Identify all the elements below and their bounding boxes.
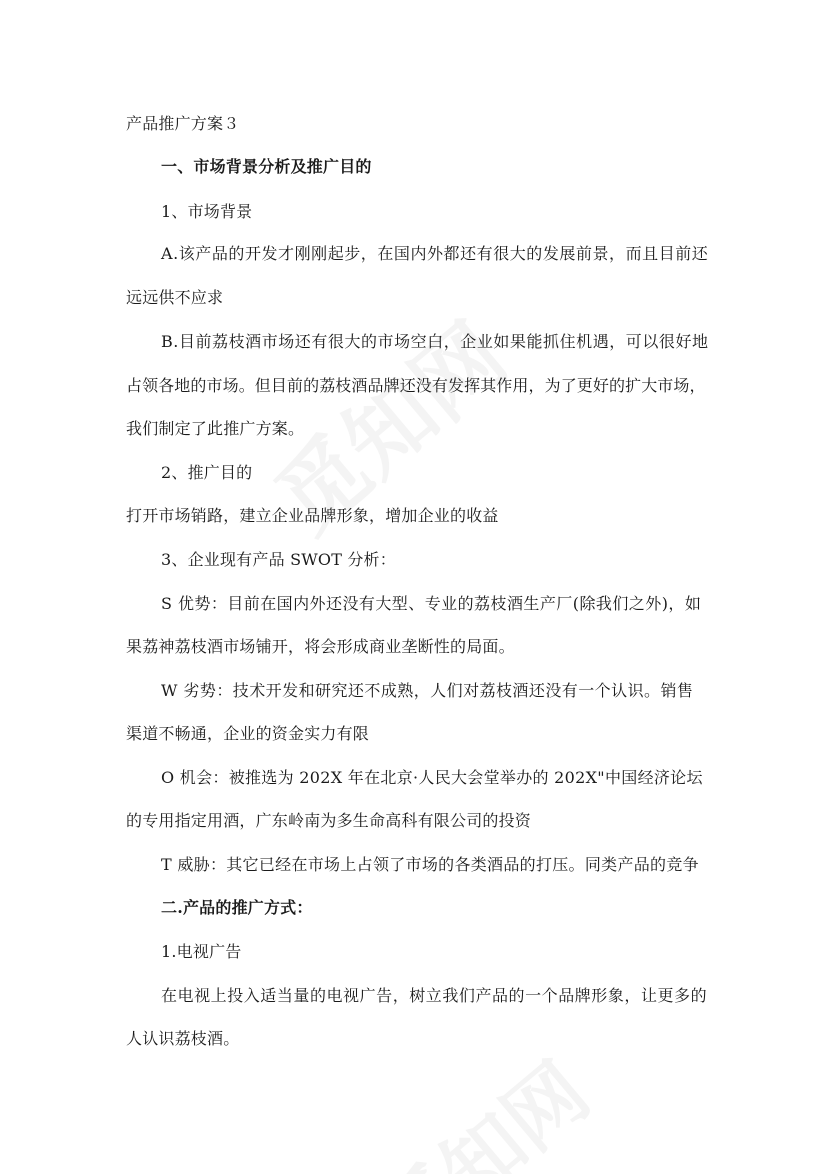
paragraph-line: B.目前荔枝酒市场还有很大的市场空白，企业如果能抓住机遇，可以很好地 [161,332,709,351]
swot-strength-line: 果荔神荔枝酒市场铺开，将会形成商业垄断性的局面。 [126,637,515,656]
subheading-tv-advertising: 1.电视广告 [161,942,242,961]
paragraph-line: 占领各地的市场。但目前的荔枝酒品牌还没有发挥其作用，为了更好的扩大市场， [126,376,706,395]
swot-weakness-line: W 劣势：技术开发和研究还不成熟，人们对荔枝酒还没有一个认识。销售 [161,681,694,700]
document-title: 产品推广方案３ [126,114,240,133]
swot-weakness-line: 渠道不畅通，企业的资金实力有限 [126,724,370,743]
section-heading-market-analysis: 一、市场背景分析及推广目的 [161,157,372,176]
subheading-promotion-goal: 2、推广目的 [161,463,253,482]
section-heading-promotion-methods: 二.产品的推广方式： [161,898,313,917]
watermark [351,1031,609,1174]
subheading-market-background: 1、市场背景 [161,202,253,221]
swot-threat-line: T 威胁：其它已经在市场上占领了市场的各类酒品的打压。同类产品的竞争 [161,855,699,874]
paragraph-line: 我们制定了此推广方案。 [126,419,305,438]
subheading-swot: 3、企业现有产品 SWOT 分析： [161,550,396,569]
swot-opportunity-line: O 机会：被推选为 202X 年在北京·人民大会堂举办的 202X"中国经济论坛 [161,768,703,787]
paragraph-line: 在电视上投入适当量的电视广告，树立我们产品的一个品牌形象，让更多的 [161,986,708,1005]
swot-strength-line: S 优势：目前在国内外还没有大型、专业的荔枝酒生产厂(除我们之外)，如 [161,594,702,613]
paragraph-line: 人认识荔枝酒。 [126,1029,240,1048]
paragraph-line: 打开市场销路，建立企业品牌形象，增加企业的收益 [126,506,499,525]
paragraph-line: A.该产品的开发才刚刚起步，在国内外都还有很大的发展前景，而且目前还 [161,244,709,263]
paragraph-line: 远远供不应求 [126,288,224,307]
swot-opportunity-line: 的专用指定用酒，广东岭南为多生命高科有限公司的投资 [126,811,532,830]
